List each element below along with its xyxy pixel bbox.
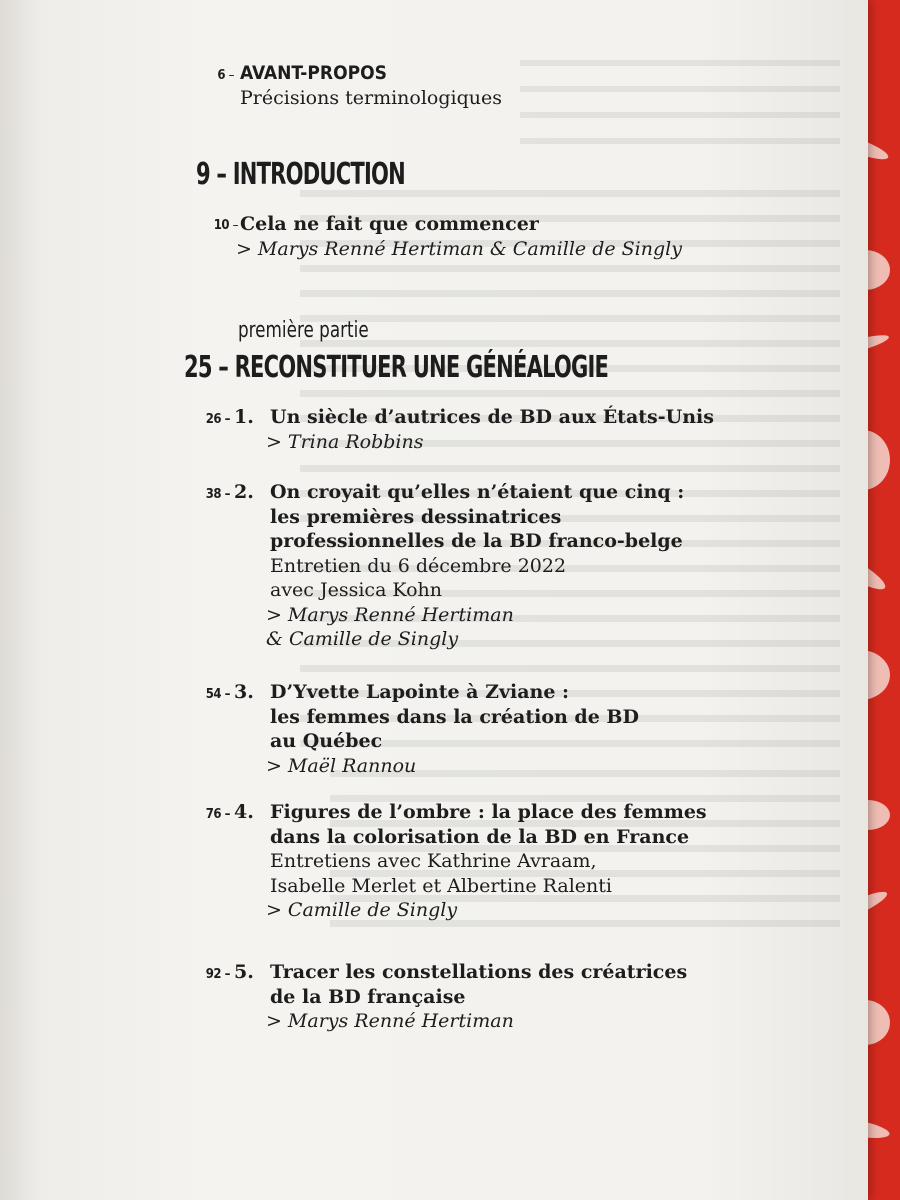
- section-title: AVANT-PROPOS: [240, 62, 387, 84]
- chapter-title-line: les premières dessinatrices: [270, 505, 562, 528]
- chapter-author-line: > Marys Renné Hertiman: [266, 1010, 514, 1032]
- entry-title: Cela ne fait que commencer: [240, 213, 539, 235]
- entry-author: > Marys Renné Hertiman & Camille de Singly: [236, 238, 682, 260]
- page-number: 10 –: [213, 218, 238, 233]
- chapter-note-line: avec Jessica Kohn: [270, 579, 443, 601]
- chapter-number: 1.: [234, 406, 254, 428]
- page-number: 38 –: [205, 487, 230, 502]
- chapter-title-line: Tracer les constellations des créatrices: [270, 961, 688, 983]
- chapter-title-line: de la BD française: [270, 985, 466, 1008]
- chapter-note-line: Isabelle Merlet et Albertine Ralenti: [270, 874, 612, 897]
- page-number: 26 –: [205, 412, 230, 427]
- chapter-note-line: Entretiens avec Kathrine Avraam,: [270, 850, 597, 872]
- chapter-title-line: Figures de l’ombre : la place des femmes: [270, 801, 707, 823]
- chapter-author-line: > Maël Rannou: [266, 754, 417, 777]
- page-number: 54 –: [205, 687, 230, 702]
- chapter-author-line: > Trina Robbins: [266, 430, 424, 453]
- chapter-author-line: & Camille de Singly: [266, 628, 459, 650]
- section-heading-introduction: 9 – INTRODUCTION: [196, 157, 405, 192]
- chapter-title-line: D’Yvette Lapointe à Zviane :: [270, 681, 570, 703]
- chapter-number: 5.: [234, 961, 254, 983]
- chapter-note-line: Entretien du 6 décembre 2022: [270, 554, 567, 577]
- chapter-title-line: On croyait qu’elles n’étaient que cinq :: [270, 481, 685, 503]
- chapter-author-line: > Marys Renné Hertiman: [266, 603, 514, 626]
- chapter-number: 2.: [234, 481, 254, 503]
- part-label: première partie: [238, 318, 369, 343]
- section-subtitle: Précisions terminologiques: [240, 87, 503, 109]
- page-number: 76 –: [205, 807, 230, 822]
- page-number: 6 –: [217, 68, 234, 83]
- page-number: 92 –: [205, 967, 230, 982]
- chapter-title-line: professionnelles de la BD franco-belge: [270, 530, 683, 552]
- section-heading-part-one: 25 – RECONSTITUER UNE GÉNÉALOGIE: [184, 350, 609, 385]
- chapter-title-line: au Québec: [270, 730, 383, 752]
- chapter-title-line: les femmes dans la création de BD: [270, 705, 639, 728]
- chapter-author-line: > Camille de Singly: [266, 899, 458, 921]
- chapter-title-line: Un siècle d’autrices de BD aux États-Unis: [270, 406, 714, 428]
- chapter-number: 3.: [234, 681, 254, 703]
- chapter-number: 4.: [234, 801, 254, 823]
- chapter-title-line: dans la colorisation de la BD en France: [270, 825, 690, 848]
